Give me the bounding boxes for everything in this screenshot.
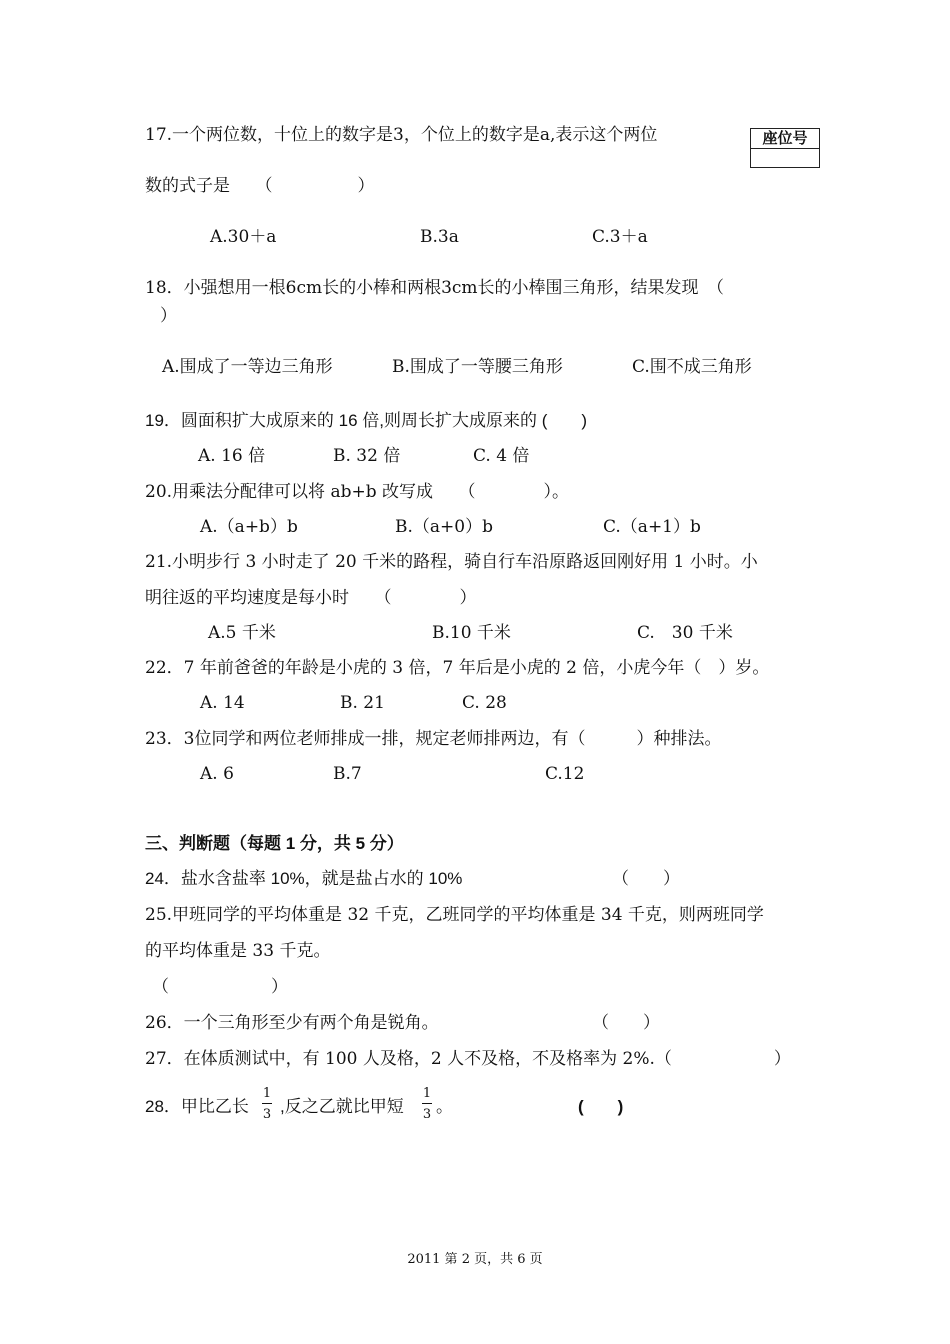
q23-text: 23．3位同学和两位老师排成一排，规定老师排两边，有（ ）种排法。 bbox=[145, 729, 722, 749]
q19-option-a: A. 16 倍 bbox=[198, 446, 266, 466]
q20-option-b: B.（a+0）b bbox=[395, 517, 493, 537]
q28-prefix: 28．甲比乙长 bbox=[145, 1097, 249, 1116]
q21-option-a: A.5 千米 bbox=[208, 623, 276, 643]
q20-option-c: C.（a+1）b bbox=[603, 517, 701, 537]
q25-answer-paren: （ ） bbox=[152, 977, 288, 997]
q18-line1: 18．小强想用一根6cm长的小棒和两根3cm长的小棒围三角形，结果发现 （ bbox=[145, 278, 725, 298]
q28-fraction2-bar bbox=[422, 1103, 432, 1104]
q28-fraction1-numerator: 1 bbox=[262, 1086, 272, 1101]
q21-line1: 21.小明步行 3 小时走了 20 千米的路程，骑自行车沿原路返回刚好用 1 小时。小 bbox=[145, 552, 758, 572]
q23-option-a: A. 6 bbox=[200, 764, 234, 784]
section-title-judgement: 三、判断题（每题 1 分，共 5 分） bbox=[145, 834, 404, 853]
q19-option-c: C. 4 倍 bbox=[473, 446, 530, 466]
q20-text: 20.用乘法分配律可以将 ab+b 改写成 （ ）。 bbox=[145, 482, 569, 502]
q26-answer-paren: （ ） bbox=[592, 1013, 660, 1033]
q20-option-a: A.（a+b）b bbox=[200, 517, 298, 537]
q19-option-b: B. 32 倍 bbox=[333, 446, 401, 466]
q17-option-c: C.3＋a bbox=[592, 227, 648, 247]
q28-fraction1-bar bbox=[262, 1103, 272, 1104]
q28-fraction2-denominator: 3 bbox=[422, 1107, 432, 1122]
q17-line1: 17.一个两位数，十位上的数字是3，个位上的数字是a,表示这个两位 bbox=[145, 125, 658, 145]
seat-number-label: 座位号 bbox=[751, 129, 819, 149]
q25-line1: 25.甲班同学的平均体重是 32 千克，乙班同学的平均体重是 34 千克，则两班同学 bbox=[145, 905, 764, 925]
seat-number-box bbox=[750, 128, 820, 168]
q25-line2: 的平均体重是 33 千克。 bbox=[145, 941, 331, 961]
q28-middle: ,反之乙就比甲短 bbox=[280, 1097, 404, 1116]
q23-option-c: C.12 bbox=[545, 764, 585, 784]
q18-option-a: A.围成了一等边三角形 bbox=[162, 357, 333, 377]
q28-suffix: 。 bbox=[436, 1097, 453, 1116]
q22-text: 22．7 年前爸爸的年龄是小虎的 3 倍，7 年后是小虎的 2 倍，小虎今年（ ）岁。 bbox=[145, 658, 770, 678]
q24-text: 24．盐水含盐率 10%，就是盐占水的 10% bbox=[145, 869, 463, 888]
q18-line2: ） bbox=[160, 306, 177, 326]
q21-option-b: B.10 千米 bbox=[432, 623, 511, 643]
q22-option-c: C. 28 bbox=[462, 693, 507, 713]
q17-line2: 数的式子是 （ ） bbox=[145, 176, 375, 196]
page-footer: 2011 第 2 页，共 6 页 bbox=[407, 1252, 543, 1267]
q28-fraction1-denominator: 3 bbox=[262, 1107, 272, 1122]
q17-option-a: A.30＋a bbox=[210, 227, 277, 247]
q21-option-c: C. 30 千米 bbox=[637, 623, 733, 643]
q24-answer-paren: （ ） bbox=[612, 869, 680, 889]
q27-text: 27．在体质测试中，有 100 人及格，2 人不及格，不及格率为 2%.（ ） bbox=[145, 1049, 791, 1069]
q18-option-c: C.围不成三角形 bbox=[632, 357, 752, 377]
q22-option-b: B. 21 bbox=[340, 693, 385, 713]
q19-text: 19．圆面积扩大成原来的 16 倍,则周长扩大成原来的 ( ) bbox=[145, 411, 588, 430]
q23-option-b: B.7 bbox=[333, 764, 362, 784]
q28-fraction2-numerator: 1 bbox=[422, 1086, 432, 1101]
q17-option-b: B.3a bbox=[420, 227, 459, 247]
q28-answer-paren: ( ) bbox=[578, 1097, 624, 1116]
q18-option-b: B.围成了一等腰三角形 bbox=[392, 357, 563, 377]
q21-line2: 明往返的平均速度是每小时 （ ） bbox=[145, 588, 477, 608]
q26-text: 26．一个三角形至少有两个角是锐角。 bbox=[145, 1013, 439, 1033]
q22-option-a: A. 14 bbox=[200, 693, 245, 713]
